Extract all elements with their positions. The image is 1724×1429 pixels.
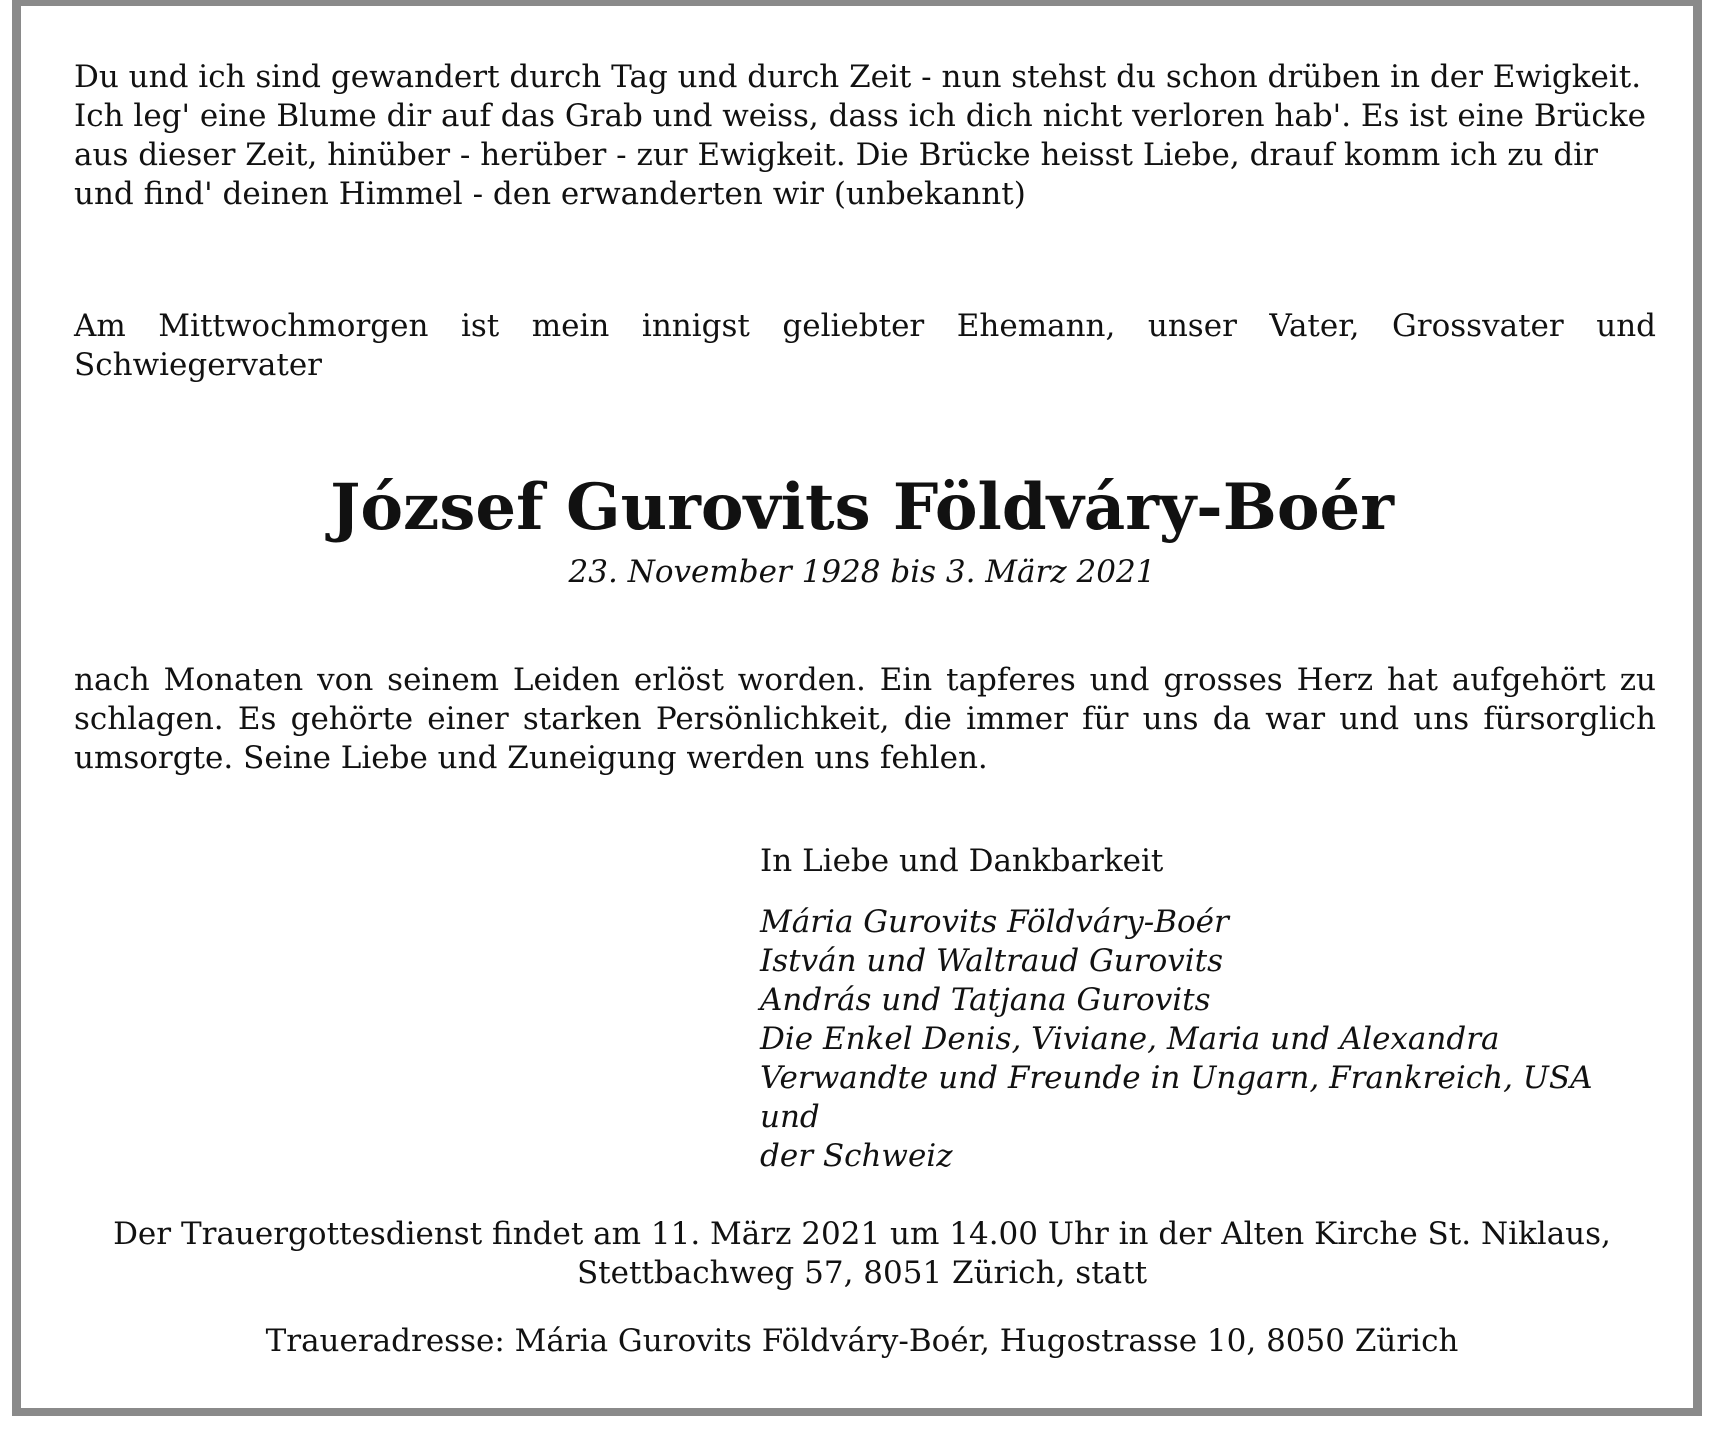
intro-paragraph (74, 307, 1656, 385)
family-member: Verwandte und Freunde in Ungarn, Frankreich, USA und (760, 1060, 1593, 1135)
poem-line: Ich leg' eine Blume dir auf das Grab und weiss, dass ich dich nicht verloren hab'. Es ist eine Brücke (74, 98, 1646, 134)
service-line: Stettbachweg 57, 8051 Zürich, statt (576, 1255, 1148, 1291)
poem (74, 58, 1656, 214)
life-dates: 23. November 1928 bis 3. März 2021 (568, 554, 1156, 590)
poem-line: Du und ich sind gewandert durch Tag und durch Zeit - nun stehst du schon drüben in der Ewigkeit. (74, 59, 1642, 95)
poem-line: aus dieser Zeit, hinüber - herüber - zur Ewigkeit. Die Brücke heisst Liebe, drauf komm ich zu dir (74, 137, 1598, 173)
mourning-address: Traueradresse: Mária Gurovits Földváry-Boér, Hugostrasse 10, 8050 Zürich (265, 1323, 1459, 1359)
family-member: der Schweiz (760, 1138, 953, 1174)
signoff: In Liebe und Dankbarkeit (760, 843, 1164, 879)
family-member: Mária Gurovits Földváry-Boér (760, 904, 1229, 940)
service-line: Der Trauergottesdienst findet am 11. März 2021 um 14.00 Uhr in der Alten Kirche St. Niklaus, (113, 1216, 1611, 1252)
family-member: András und Tatjana Gurovits (760, 982, 1211, 1018)
family-member: István und Waltraud Gurovits (760, 943, 1224, 979)
intro-line: Am Mittwochmorgen ist mein innigst geliebter Ehemann, unser Vater, Grossvater und (74, 308, 1656, 344)
family-member: Die Enkel Denis, Viviane, Maria und Alexandra (760, 1021, 1500, 1057)
body-paragraph: nach Monaten von seinem Leiden erlöst worden. Ein tapferes und grosses Herz hat aufgehört zu schlagen. Es gehörte einer starken Persönlichkeit, die immer für uns da war und uns fürsorglich umsorgte. Seine Liebe und Zuneigung werden uns fehlen. (74, 662, 1656, 776)
family-list (760, 903, 1660, 1176)
poem-line: und find' deinen Himmel - den erwanderten wir (unbekannt) (74, 176, 1026, 212)
intro-line: Schwiegervater (74, 347, 322, 383)
deceased-name: József Gurovits Földváry-Boér (330, 470, 1394, 545)
service-info (0, 1215, 1724, 1293)
